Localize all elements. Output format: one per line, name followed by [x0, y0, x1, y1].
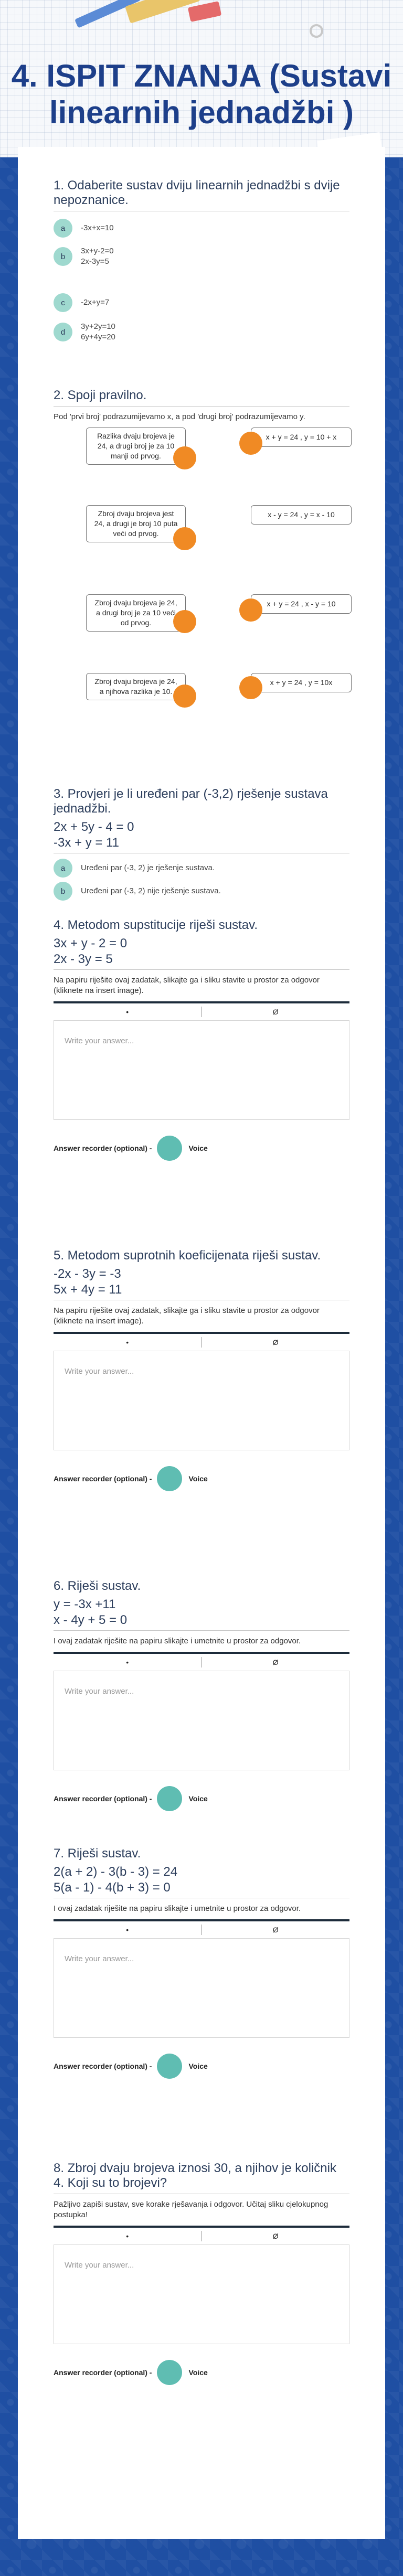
- option-text: -3x+x=10: [81, 223, 114, 232]
- insert-image-button[interactable]: Ø: [272, 2232, 279, 2240]
- bullet-list-button[interactable]: •: [126, 2232, 129, 2240]
- match-left-dot[interactable]: [173, 446, 196, 469]
- equation-2: 2x - 3y = 5: [54, 952, 113, 966]
- answer-recorder: [54, 2360, 349, 2385]
- page-header: [0, 0, 403, 157]
- recorder-label: Answer recorder (optional) -: [54, 1794, 152, 1803]
- answer-recorder: [54, 1786, 349, 1811]
- question-note: Pod 'prvi broj' podrazumijevamo x, a pod 'drugi broj' podrazumijevamo y.: [54, 412, 305, 421]
- answer-toolbar: [54, 1001, 349, 1020]
- question-title: 8. Zbroj dvaju brojeva iznosi 30, a njihov je količnik 4. Koji su to brojevi?: [54, 2161, 349, 2194]
- question-note: I ovaj zadatak riješite na papiru slikajte i umetnite u prostor za odgovor.: [54, 1637, 301, 1645]
- question-title: 1. Odaberite sustav dviju linearnih jednadžbi s dvije nepoznanice.: [54, 178, 349, 211]
- insert-image-button[interactable]: Ø: [272, 1926, 279, 1934]
- question-3: [54, 787, 349, 918]
- question-6: [54, 1579, 349, 1846]
- insert-image-button[interactable]: Ø: [272, 1658, 279, 1666]
- option-badge: b: [54, 882, 72, 901]
- answer-input[interactable]: Write your answer...: [54, 1351, 349, 1450]
- page-title: 4. ISPIT ZNANJA (Sustavi linearnih jednadžbi ): [11, 58, 392, 130]
- divider: [54, 969, 349, 970]
- answer-recorder: [54, 1136, 349, 1161]
- answer-input[interactable]: Write your answer...: [54, 2244, 349, 2344]
- answer-input[interactable]: Write your answer...: [54, 1671, 349, 1770]
- question-title: 4. Metodom supstitucije riješi sustav.: [54, 918, 258, 932]
- option-d[interactable]: [54, 322, 349, 343]
- bullet-list-button[interactable]: •: [126, 1926, 129, 1934]
- option-text: 3x+y-2=0 2x-3y=5: [81, 247, 114, 266]
- option-b[interactable]: [54, 882, 349, 901]
- voice-label[interactable]: Voice: [188, 2062, 208, 2070]
- equation-1: -2x - 3y = -3: [54, 1267, 121, 1281]
- answer-toolbar: [54, 1332, 349, 1351]
- option-b[interactable]: [54, 246, 349, 267]
- answer-toolbar: [54, 1919, 349, 1938]
- match-right-dot[interactable]: [239, 432, 262, 455]
- equation-1: 2(a + 2) - 3(b - 3) = 24: [54, 1865, 178, 1879]
- question-2: [54, 388, 349, 787]
- answer-input[interactable]: Write your answer...: [54, 1938, 349, 2038]
- question-1: [54, 178, 349, 388]
- match-area: [54, 427, 349, 742]
- question-note: I ovaj zadatak riješite na papiru slikajte i umetnite u prostor za odgovor.: [54, 1904, 301, 1913]
- option-text: Uređeni par (-3, 2) nije rješenje sustava.: [81, 886, 221, 895]
- option-a[interactable]: [54, 219, 349, 238]
- match-left-item-4[interactable]: Zbroj dvaju brojeva je 24, a njihova razlika je 10.: [86, 673, 186, 700]
- match-left-dot[interactable]: [173, 610, 196, 633]
- option-badge: b: [54, 247, 72, 266]
- bullet-list-button[interactable]: •: [126, 1338, 129, 1346]
- match-right-item-3[interactable]: x + y = 24 , x - y = 10: [251, 594, 352, 614]
- recorder-label: Answer recorder (optional) -: [54, 2062, 152, 2070]
- option-badge: a: [54, 859, 72, 878]
- bullet-list-button[interactable]: •: [126, 1658, 129, 1666]
- answer-recorder: [54, 1466, 349, 1491]
- equation-2: 5x + 4y = 11: [54, 1282, 122, 1297]
- question-title: 2. Spoji pravilno.: [54, 388, 349, 407]
- question-title: 6. Riješi sustav.: [54, 1579, 141, 1593]
- option-badge: d: [54, 323, 72, 341]
- worksheet-card: [18, 147, 385, 2539]
- recorder-label: Answer recorder (optional) -: [54, 2368, 152, 2377]
- match-right-dot[interactable]: [239, 598, 262, 622]
- option-a[interactable]: [54, 859, 349, 878]
- voice-record-button[interactable]: [157, 2054, 182, 2079]
- answer-input[interactable]: Write your answer...: [54, 1020, 349, 1120]
- paperclip-decoration: [310, 24, 323, 38]
- question-title: 5. Metodom suprotnih koeficijenata riješi sustav.: [54, 1248, 321, 1263]
- option-badge: c: [54, 293, 72, 312]
- equation-1: y = -3x +11: [54, 1597, 116, 1611]
- match-left-item-2[interactable]: Zbroj dvaju brojeva jest 24, a drugi je broj 10 puta veći od prvog.: [86, 505, 186, 542]
- equation-2: 5(a - 1) - 4(b + 3) = 0: [54, 1880, 171, 1895]
- recorder-label: Answer recorder (optional) -: [54, 1144, 152, 1152]
- answer-toolbar: [54, 2226, 349, 2244]
- eraser-decoration: [188, 1, 222, 22]
- question-title: 3. Provjeri je li uređeni par (-3,2) rješenje sustava jednadžbi.: [54, 787, 328, 816]
- match-left-dot[interactable]: [173, 527, 196, 550]
- match-left-item-3[interactable]: Zbroj dvaju brojeva je 24, a drugi broj je za 10 veći od prvog.: [86, 594, 186, 632]
- question-5: [54, 1248, 349, 1579]
- match-left-dot[interactable]: [173, 685, 196, 708]
- option-text: Uređeni par (-3, 2) je rješenje sustava.: [81, 863, 215, 872]
- insert-image-button[interactable]: Ø: [272, 1338, 279, 1346]
- recorder-label: Answer recorder (optional) -: [54, 1474, 152, 1483]
- question-8: [54, 2161, 349, 2455]
- equation-1: 3x + y - 2 = 0: [54, 936, 128, 950]
- equation-1: 2x + 5y - 4 = 0: [54, 820, 134, 834]
- option-text: -2x+y=7: [81, 298, 110, 307]
- match-right-dot[interactable]: [239, 676, 262, 699]
- voice-label[interactable]: Voice: [188, 1144, 208, 1152]
- insert-image-button[interactable]: Ø: [272, 1008, 279, 1016]
- voice-record-button[interactable]: [157, 1786, 182, 1811]
- match-right-item-1[interactable]: x + y = 24 , y = 10 + x: [251, 427, 352, 447]
- question-title: 7. Riješi sustav.: [54, 1846, 141, 1861]
- answer-toolbar: [54, 1652, 349, 1671]
- option-text: 3y+2y=10 6y+4y=20: [81, 322, 115, 341]
- question-note: Na papiru riješite ovaj zadatak, slikajte ga i sliku stavite u prostor za odgovor (kliknete na insert image).: [54, 976, 320, 995]
- bullet-list-button[interactable]: •: [126, 1008, 129, 1016]
- voice-record-button[interactable]: [157, 2360, 182, 2385]
- answer-recorder: [54, 2054, 349, 2079]
- question-7: [54, 1846, 349, 2161]
- voice-record-button[interactable]: [157, 1466, 182, 1491]
- divider: [54, 1630, 349, 1631]
- match-left-item-1[interactable]: Razlika dvaju brojeva je 24, a drugi broj je za 10 manji od prvog.: [86, 427, 186, 465]
- equation-2: -3x + y = 11: [54, 836, 119, 850]
- match-right-item-4[interactable]: x + y = 24 , y = 10x: [251, 673, 352, 692]
- voice-label[interactable]: Voice: [188, 1474, 208, 1483]
- option-c[interactable]: [54, 293, 349, 312]
- option-badge: a: [54, 219, 72, 238]
- match-right-item-2[interactable]: x - y = 24 , y = x - 10: [251, 505, 352, 525]
- voice-label[interactable]: Voice: [188, 2368, 208, 2377]
- voice-label[interactable]: Voice: [188, 1794, 208, 1803]
- question-4: [54, 918, 349, 1248]
- equation-2: x - 4y + 5 = 0: [54, 1613, 128, 1627]
- question-note: Pažljivo zapiši sustav, sve korake rješavanja i odgovor. Učitaj sliku cjelokupnog postupka!: [54, 2200, 328, 2219]
- voice-record-button[interactable]: [157, 1136, 182, 1161]
- question-note: Na papiru riješite ovaj zadatak, slikajte ga i sliku stavite u prostor za odgovor (kliknete na insert image).: [54, 1306, 320, 1326]
